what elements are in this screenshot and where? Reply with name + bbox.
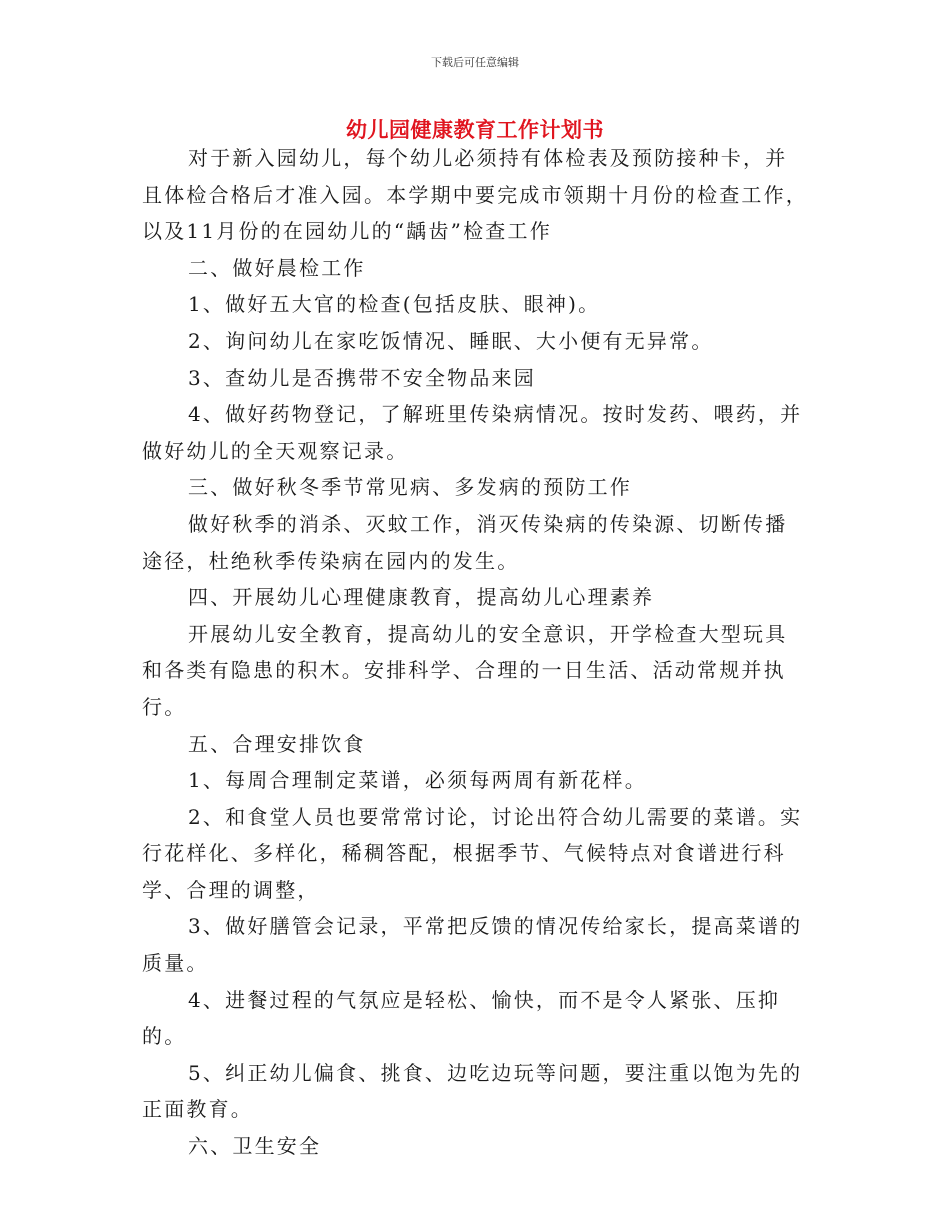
section-heading-hygiene-safety: 六、卫生安全 bbox=[188, 1134, 322, 1159]
header-note: 下载后可任意编辑 bbox=[431, 56, 519, 69]
section-heading-diet: 五、合理安排饮食 bbox=[188, 731, 366, 756]
paragraph-item: 5、纠正幼儿偏食、挑食、边吃边玩等问题，要注重以饱为先的正面教育。 bbox=[142, 1060, 803, 1122]
paragraph-item: 4、进餐过程的气氛应是轻松、愉快，而不是令人紧张、压抑的。 bbox=[142, 987, 781, 1049]
paragraph-item: 2、和食堂人员也要常常讨论，讨论出符合幼儿需要的菜谱。实行花样化、多样化，稀稠答配，根据季节、气候特点对食谱进行科学、合理的调整， bbox=[142, 804, 803, 902]
section-heading-mental-health: 四、开展幼儿心理健康教育，提高幼儿心理素养 bbox=[188, 585, 655, 610]
section-heading-disease-prevention: 三、做好秋冬季节常见病、多发病的预防工作 bbox=[188, 475, 632, 500]
paragraph-item: 4、做好药物登记，了解班里传染病情况。按时发药、喂药，并做好幼儿的全天观察记录。 bbox=[142, 402, 803, 463]
paragraph-item: 3、查幼儿是否携带不安全物品来园 bbox=[188, 365, 536, 390]
document-body bbox=[142, 140, 808, 1165]
paragraph-item: 开展幼儿安全教育，提高幼儿的安全意识，开学检查大型玩具和各类有隐患的积木。安排科学、合理的一日生活、活动常规并执行。 bbox=[142, 621, 788, 719]
paragraph-item: 2、询问幼儿在家吃饭情况、睡眠、大小便有无异常。 bbox=[188, 328, 714, 353]
paragraph-item: 做好秋季的消杀、灭蚊工作，消灭传染病的传染源、切断传播途径，杜绝秋季传染病在园内的发生。 bbox=[142, 511, 788, 573]
paragraph-item: 1、做好五大官的检查(包括皮肤、眼神)。 bbox=[188, 292, 601, 317]
section-heading-morning-check: 二、做好晨检工作 bbox=[188, 255, 366, 280]
paragraph-item: 3、做好膳管会记录，平常把反馈的情况传给家长，提高菜谱的质量。 bbox=[142, 914, 803, 976]
document-title: 幼儿园健康教育工作计划书 bbox=[346, 118, 604, 142]
paragraph-item: 1、每周合理制定菜谱，必须每两周有新花样。 bbox=[188, 768, 647, 793]
paragraph-intro: 对于新入园幼儿，每个幼儿必须持有体检表及预防接种卡，并且体检合格后才准入园。本学期中要完成市领期十月份的检查工作，以及11月份的在园幼儿的“龋齿”检查工作 bbox=[142, 146, 808, 244]
